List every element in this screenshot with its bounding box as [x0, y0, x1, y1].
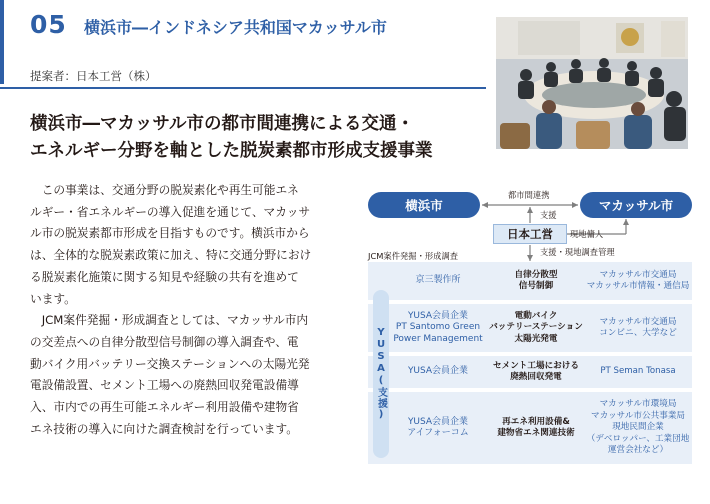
body-line: 動バイク用バッテリー交換ステーションへの太陽光発 — [30, 356, 310, 371]
body-line: る脱炭素化施策に関する知見や経験の共有を進めて — [30, 269, 299, 284]
main-title — [30, 111, 485, 165]
counterpart-line: （デベロッパー、工業団地 — [586, 433, 690, 444]
company-line: YUSA会員企業 — [407, 416, 469, 427]
technology-line: 廃熱回収発電 — [510, 372, 562, 382]
counterpart-line: 現地民間企業 — [612, 422, 664, 433]
proposer-label: 提案者：日本工営（株） — [30, 69, 157, 83]
project-row — [368, 356, 692, 388]
body-line: の交差点への自律分散型信号制御の導入調査や、電 — [30, 334, 299, 349]
body-paragraphs — [30, 180, 352, 440]
body-line: ルギー・省エネルギーの導入促進を通じて、マカッサ — [30, 204, 311, 219]
body-line: います。 — [30, 291, 76, 306]
main-title-line: エネルギー分野を軸とした脱炭素都市形成支援事業 — [30, 141, 433, 161]
technology-line: 信号制御 — [518, 281, 554, 291]
counterpart-line: マカッサル市公共事業局 — [590, 410, 686, 421]
technology-line: 建物省エネ関連技術 — [497, 428, 575, 438]
nippon-koei-node: 日本工営 — [493, 224, 567, 244]
counterpart-line: マカッサル市環境局 — [599, 399, 677, 410]
counterpart-line: コンビニ、大学など — [599, 328, 677, 338]
meeting-photo — [496, 17, 688, 149]
company-line: PT Santomo Green — [395, 322, 481, 333]
company-line: YUSA会員企業 — [407, 366, 469, 377]
technology-line: 電動バイク — [514, 310, 558, 321]
yokohama-node: 横浜市 — [368, 192, 480, 218]
technology-line: セメント工場における — [493, 360, 579, 371]
row-counterpart — [584, 304, 692, 352]
project-row — [368, 262, 692, 300]
company-line: Power Management — [393, 333, 483, 344]
section-number: 05 — [30, 10, 67, 39]
row-company — [388, 392, 488, 464]
support-survey-label: 支援・現地調査管理 — [540, 247, 615, 257]
jcm-survey-label: JCM案件発掘・形成調査 — [368, 251, 459, 261]
intercity-link-label: 都市間連携 — [508, 190, 550, 200]
row-technology — [488, 392, 584, 464]
body-line: ル市の脱炭素都市形成を目指すものです。横浜市から — [30, 226, 310, 241]
row-counterpart — [584, 356, 692, 388]
body-line: エネ技術の導入に向けた調査検討を行っています。 — [30, 421, 298, 436]
body-line: この事業は、交通分野の脱炭素化や再生可能エネ — [30, 183, 299, 197]
header-divider — [0, 87, 486, 89]
counterpart-line: PT Seman Tonasa — [600, 366, 676, 377]
body-line: は、全体的な脱炭素政策に加え、特に交通分野におけ — [30, 248, 312, 263]
row-counterpart — [584, 392, 692, 464]
row-company — [388, 356, 488, 388]
technology-line: 太陽光発電 — [514, 333, 558, 344]
row-technology — [488, 304, 584, 352]
support-label: 支援 — [540, 210, 557, 220]
counterpart-line: 運営会社など） — [607, 445, 669, 456]
row-technology — [488, 356, 584, 388]
counterpart-line: マカッサル市交通局 — [599, 316, 677, 327]
technology-line: 自律分散型 — [514, 269, 558, 280]
technology-line: 再エネ利用設備& — [502, 416, 570, 427]
body-line: 入、市内での再生可能エネルギー利用設備や建物省 — [30, 400, 299, 415]
counterpart-line: マカッサル市情報・通信局 — [586, 281, 690, 291]
local-staff-label: 現地傭人 — [570, 229, 604, 239]
company-line: YUSA会員企業 — [407, 310, 469, 321]
makassar-node: マカッサル市 — [580, 192, 692, 218]
body-line: 電設備設置、セメント工場への廃熱回収発電設備導 — [30, 378, 299, 393]
row-company — [388, 262, 488, 300]
partnership-diagram — [368, 188, 692, 468]
body-line: JCM案件発掘・形成調査としては、マカッサル市内 — [30, 313, 309, 328]
row-counterpart — [584, 262, 692, 300]
row-technology — [488, 262, 584, 300]
project-row — [368, 304, 692, 352]
technology-line: バッテリーステーション — [489, 322, 583, 333]
section-title: 横浜市―インドネシア共和国マカッサル市 — [84, 18, 387, 37]
company-line: 京三製作所 — [415, 275, 461, 286]
counterpart-line: マカッサル市交通局 — [599, 269, 677, 280]
company-line: アイフォーコム — [407, 428, 469, 438]
main-title-line: 横浜市―マカッサル市の都市間連携による交通・ — [30, 114, 414, 134]
yusa-support-bar: YUSA(支援) — [373, 290, 389, 458]
row-company — [388, 304, 488, 352]
header-accent-bar — [0, 0, 4, 84]
project-row — [368, 392, 692, 464]
